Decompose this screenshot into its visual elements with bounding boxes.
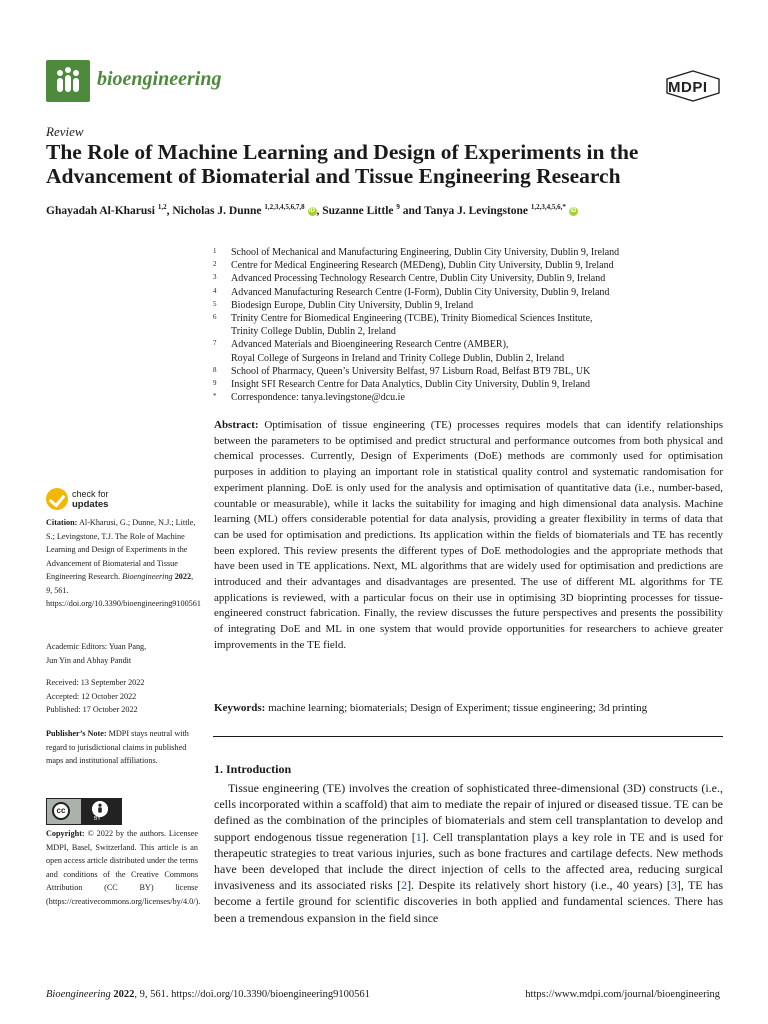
- affiliation-text: Centre for Medical Engineering Research (MEDeng), Dublin City University, Dublin 9, Ireland: [231, 260, 614, 272]
- author-list: [46, 203, 578, 217]
- author-separator: and: [399, 204, 424, 217]
- affiliation-text-line2: Royal College of Surgeons in Ireland and Trinity College Dublin, Dublin 2, Ireland: [231, 352, 565, 364]
- affiliation-item: [213, 378, 733, 391]
- cc-icon: cc: [52, 802, 70, 820]
- footer-citation: [46, 989, 370, 1000]
- author-name[interactable]: Suzanne Little: [322, 204, 394, 217]
- citation-text: Al-Kharusi, G.; Dunne, N.J.; Little, S.; Levingstone, T.J. The Role of Machine Learning and Design of Experiments in the Advancement of Biomaterial and Tissue Engineering Research.: [46, 518, 196, 581]
- citation-pages: , 561.: [50, 585, 69, 595]
- abstract-label: Abstract:: [214, 419, 259, 431]
- article-title: [46, 140, 736, 188]
- check-icon: [46, 488, 68, 510]
- footer-doi[interactable]: , 9, 561. https://doi.org/10.3390/bioengineering9100561: [134, 989, 370, 1000]
- author-name[interactable]: Ghayadah Al-Kharusi: [46, 204, 155, 217]
- copyright-label: Copyright:: [46, 829, 85, 838]
- cc-icon-area: [47, 799, 81, 824]
- author-name[interactable]: Nicholas J. Dunne: [172, 204, 262, 217]
- citation-doi-link[interactable]: https://doi.org/10.3390/bioengineering9100561: [46, 599, 201, 608]
- publishers-note-label: Publisher’s Note:: [46, 729, 107, 738]
- affiliation-mark: *: [213, 392, 217, 401]
- article-type: Review: [46, 124, 84, 139]
- affiliation-item: [213, 312, 733, 338]
- footer-year: 2022: [113, 989, 135, 1000]
- mdpi-logo-text: MDPI: [668, 79, 708, 96]
- footer-journal-url[interactable]: https://www.mdpi.com/journal/bioengineering: [525, 989, 720, 1000]
- publication-dates: [46, 676, 198, 717]
- affiliation-mark: 8: [213, 365, 217, 374]
- affiliation-mark: 3: [213, 273, 217, 282]
- affiliation-mark: 5: [213, 299, 217, 308]
- cc-by-label: BY: [94, 816, 101, 822]
- copyright-notice: [46, 827, 201, 908]
- mdpi-logo[interactable]: [665, 70, 721, 102]
- reference-link[interactable]: 1: [415, 829, 422, 844]
- abstract: [214, 418, 723, 654]
- attribution-person-icon: [92, 801, 108, 817]
- cc-by-license-badge[interactable]: [46, 798, 122, 825]
- affiliation-mark: 6: [213, 313, 217, 322]
- author-affiliation-marks: 1,2,3,4,5,6,*: [530, 203, 566, 211]
- citation-block: Citation: Al-Kharusi, G.; Dunne, N.J.; Little, S.; Levingstone, T.J. The Role of Machine Learning and Design of Experiments in the Advancement of Biomaterial and Tissue Engineering Research. Bioengineering 2022, 9, 561. https://doi.org/10.3390/bioengineering9100561: [46, 518, 201, 608]
- abstract-text: Optimisation of tissue engineering (TE) processes requires models that can identify relationships between the parameters to be optimised and predict structural and performance outcomes from both physical and chemical processes. Currently, Design of Experiments (DoE) methods are commonly used for optimisation purposes in addition to playing an important role in statistical quality control and systematic randomisation for experiment planning. DoE is only used for the analysis and optimisation of quantitative data (i.e., number-based, countable or measurable), while it lacks the suitability for imaging and high dimensional data analysis. Machine learning (ML) offers considerable potential for data analysis, providing a greater flexibility in terms of data that can be used for optimisation and predictions. Its application within the fields of biomaterials and TE has recently been explored. This review presents the different types of DoE methodologies and the appropriate methods that have been used in TE applications. Next, ML algorithms that are widely used for optimisation and predictions are introduced and their advantages and disadvantages are presented. The use of different ML algorithms for TE applications is reviewed, with a particular focus on their use in optimising 3D bioprinting processes for tissue-engineered construct fabrication. Finally, the review discusses the future perspectives and presents the possibility of integrating DoE and ML in one system that would provide opportunities for researchers to achieve greater improvements in the TE field.: [214, 419, 723, 651]
- affiliation-text: Advanced Processing Technology Research Centre, Dublin City University, Dublin 9, Ireland: [231, 273, 606, 285]
- intro-text: ]. Cell transplantation plays a key role in TE and is used for therapeutic strategies to treat various injuries, such as bone fractures and cartilage defects. New methods have been developed that include the direct injection of cells to the affected area, reducing surgical invasiveness and its associated risks [: [214, 829, 723, 893]
- author-separator: ,: [316, 204, 323, 217]
- publishers-note-text: MDPI stays neutral with regard to jurisdictional claims in published maps and institutional affiliations.: [46, 729, 189, 765]
- section-heading-introduction: 1. Introduction: [214, 762, 292, 776]
- affiliation-item: [213, 365, 733, 378]
- orcid-icon[interactable]: iD: [570, 207, 577, 214]
- author-affiliation-marks: 9: [396, 203, 400, 211]
- affiliation-text: [231, 338, 733, 364]
- affiliation-mark: 2: [213, 260, 217, 269]
- correspondence-item: [213, 391, 733, 404]
- affiliation-item: [213, 299, 733, 312]
- section-divider: [213, 736, 723, 737]
- reference-link[interactable]: 3: [670, 878, 677, 893]
- affiliation-text: [231, 312, 733, 338]
- check-for-updates-button[interactable]: [46, 488, 156, 516]
- affiliation-text: Insight SFI Research Centre for Data Analytics, Dublin City University, Dublin 9, Ireland: [231, 379, 591, 391]
- title-line-1: The Role of Machine Learning and Design of Experiments in the: [46, 140, 639, 164]
- keywords: [214, 701, 723, 716]
- introduction-paragraph: [214, 780, 723, 926]
- copyright-text: © 2022 by the authors. Licensee MDPI, Basel, Switzerland. This article is an open access article distributed under the terms and conditions of the Creative Commons Attribution (CC BY) license (https://creativecommons.org/licenses/by/4.0/).: [46, 829, 201, 906]
- affiliation-mark: 4: [213, 286, 217, 295]
- affiliation-item: [213, 272, 733, 285]
- published-date: Published: 17 October 2022: [46, 705, 138, 714]
- author-separator: ,: [166, 204, 173, 217]
- editors-line2: Jun Yin and Abhay Pandit: [46, 655, 132, 665]
- affiliation-item: [213, 338, 733, 364]
- citation-journal: Bioengineering: [122, 572, 173, 581]
- intro-text: ], TE has become a fertile ground for scientific discoveries in both applied and fundamental sciences. There has been a tremendous expansion in the field since: [214, 878, 723, 925]
- affiliation-item: [213, 246, 733, 259]
- check-updates-label: [72, 490, 109, 509]
- affiliation-item: [213, 286, 733, 299]
- intro-text: Tissue engineering (TE) involves the creation of sophisticated three-dimensional (3D) constructs (i.e., cells incorporated within a scaffold) that aim to mediate the repair of injured or diseased tissue. TE can be defined as the combination of the principles of biomaterials and stem cell transplantation to develop and support endogenous tissue regeneration [: [214, 781, 723, 844]
- affiliation-mark: 1: [213, 247, 217, 255]
- affiliation-text: School of Mechanical and Manufacturing Engineering, Dublin City University, Dublin 9, Ireland: [231, 247, 620, 258]
- academic-editors: [46, 640, 198, 667]
- orcid-icon[interactable]: iD: [309, 207, 315, 214]
- reference-link[interactable]: 2: [401, 878, 408, 893]
- journal-logo-icon: [46, 60, 90, 102]
- affiliation-text-line2: Trinity College Dublin, Dublin 2, Ireland: [231, 326, 396, 338]
- footer-journal: Bioengineering: [46, 989, 111, 1000]
- accepted-date: Accepted: 12 October 2022: [46, 691, 137, 701]
- affiliation-mark: 7: [213, 339, 217, 348]
- author-name[interactable]: Tanya J. Levingstone: [423, 204, 529, 217]
- editors-line1: Academic Editors: Yuan Pang,: [46, 642, 147, 651]
- publishers-note: [46, 727, 198, 768]
- intro-text: ]. Despite its relatively short history (i.e., 40 years) [: [407, 878, 671, 893]
- check-updates-line2: updates: [72, 498, 109, 510]
- affiliation-text: School of Pharmacy, Queen’s University Belfast, 97 Lisburn Road, Belfast BT9 7BL, UK: [231, 365, 591, 377]
- keywords-text: machine learning; biomaterials; Design of Experiment; tissue engineering; 3d printing: [268, 702, 648, 714]
- citation-year: 2022: [174, 572, 192, 581]
- affiliation-item: [213, 259, 733, 272]
- affiliation-text: Advanced Manufacturing Research Centre (I-Form), Dublin City University, Dublin 9, Ireland: [231, 286, 610, 298]
- journal-name[interactable]: bioengineering: [97, 68, 222, 90]
- affiliation-text-line1: Trinity Centre for Biomedical Engineering (TCBE), Trinity Biomedical Sciences Institute,: [231, 313, 593, 325]
- received-date: Received: 13 September 2022: [46, 678, 145, 687]
- affiliation-text-line1: Advanced Materials and Bioengineering Research Centre (AMBER),: [231, 339, 509, 351]
- citation-volume: 9: [46, 585, 51, 595]
- author-affiliation-marks: 1,2,3,4,5,6,7,8: [264, 203, 305, 211]
- affiliation-text: Biodesign Europe, Dublin City University, Dublin 9, Ireland: [231, 299, 474, 311]
- keywords-label: Keywords:: [214, 702, 266, 714]
- affiliations-list: [213, 246, 733, 404]
- citation-label: Citation:: [46, 518, 78, 527]
- author-affiliation-marks: 1,2: [157, 203, 167, 211]
- correspondence-email[interactable]: Correspondence: tanya.levingstone@dcu.ie: [231, 392, 405, 404]
- title-line-2: Advancement of Biomaterial and Tissue Engineering Research: [46, 164, 621, 188]
- check-updates-line1: check for: [72, 489, 109, 499]
- affiliation-mark: 9: [213, 379, 217, 388]
